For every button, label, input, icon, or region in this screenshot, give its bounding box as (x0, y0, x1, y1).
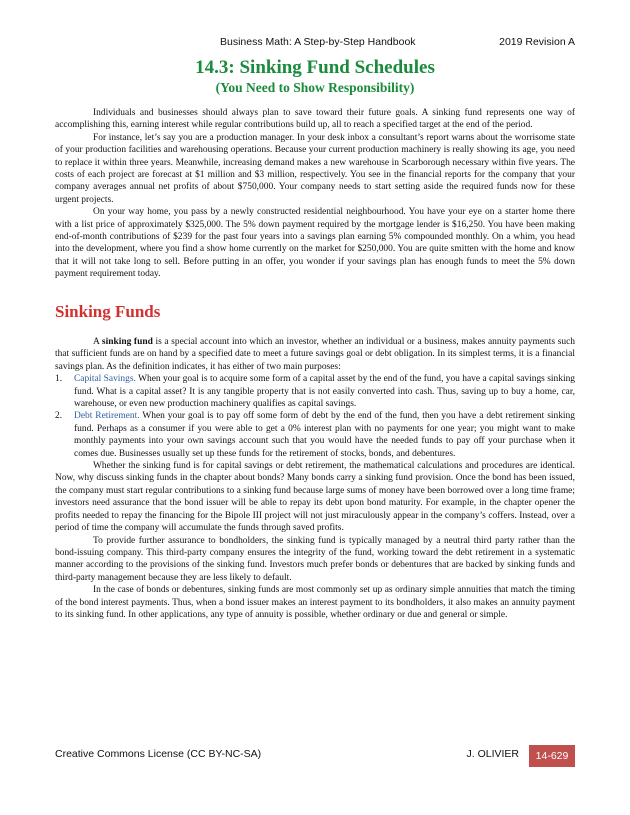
revision-label: 2019 Revision A (499, 36, 575, 48)
definition-paragraph (55, 336, 575, 373)
definition-lead: A (93, 337, 102, 347)
body-paragraph: Whether the sinking fund is for capital savings or debt retirement, the mathematical calculations and procedures are identical. Now, why discuss sinking funds in the chapter about bonds? Many bonds carry a sinking fund provision. Once the bond has been issued, the company must start regular contributions to a sinking fund because large sums of money have been borrowed over a long time frame; investors need assurance that the bond issuer will be able to repay its debt upon bond maturity. For example, in the chapter opener the profits needed to repay the financing for the Bipole III project will not just miraculously appear in the company’s coffers. Instead, over a period of time the company will accumulate the funds through saved profits. (55, 461, 575, 534)
purpose-term: Capital Savings. (74, 374, 136, 385)
body-paragraph: In the case of bonds or debentures, sinking funds are most commonly set up as ordinary simple annuities that match the timing of the bond interest payments. Thus, when a bond issuer makes an interest payment to its bondholders, it also makes an annuity payment to its sinking fund. In other applications, any type of annuity is possible, whether ordinary or due and general or simple. (55, 585, 575, 620)
intro-paragraph: For instance, let’s say you are a production manager. In your desk inbox a consultant’s report warns about the worrisome state of your production facilities and warehousing operations. Because your current production machinery is really showing its age, you need to replace it within three years. Meanwhile, increasing demand makes a new warehouse in Scarborough necessary within five years. The costs of each project are forecast at $1 million and $3 million, respectively. You see in the financial reports for the company that your company averages annual net profits of about $750,000. Your company needs to start setting aside the required funds now for these urgent projects. (55, 132, 575, 205)
list-number: 2. (55, 411, 63, 422)
definition-term: sinking fund (101, 337, 153, 347)
page-header (55, 36, 575, 50)
purpose-text: When your goal is to pay off some form of debt by the end of the fund, then you have a debt retirement sinking fund. Perhaps as a consumer if you were able to get a 0% interest plan with no payments for one year; you might want to make monthly payments into your own savings account such that you would have the needed funds to pay off your purchase when it comes due. Businesses usually set up these funds for the retirement of stocks, bonds, and debentures. (74, 411, 575, 459)
license-text: Creative Commons License (CC BY-NC-SA) (55, 748, 262, 760)
purpose-list (55, 373, 575, 460)
page-footer (55, 745, 575, 767)
page-number-badge: 14-629 (529, 745, 575, 767)
book-title: Business Math: A Step-by-Step Handbook (220, 36, 416, 48)
section-heading: Sinking Funds (55, 302, 161, 321)
page-subtitle: (You Need to Show Responsibility) (215, 80, 415, 95)
author-name: J. OLIVIER (466, 748, 519, 760)
intro-paragraph: On your way home, you pass by a newly constructed residential neighbourhood. You have your eye on a starter home there with a list price of approximately $325,000. The 5% down payment required by the mortgage lender is $16,250. You have been making end-of-month contributions of $239 for the past four years into a savings plan earning 5% compounded monthly. On a whim, you head into the development, where you find a show home currently on the market for $250,000. You are quite smitten with the home and know that it will not take long to sell. Before putting in an offer, you wonder if your savings plan has enough funds to meet the 5% down payment requirement today. (55, 207, 575, 280)
section-body (55, 336, 575, 621)
body-paragraph: To provide further assurance to bondholders, the sinking fund is typically managed by a neutral third party rather than the bond-issuing company. This third-party company ensures the integrity of the fund, working toward the debt retirement in a systematic manner according to the provisions of the sinking fund. Investors much prefer bonds or debentures that are backed by sinking funds and third-party management because they are less likely to default. (55, 535, 575, 583)
intro-paragraph: Individuals and businesses should always plan to save toward their future goals. A sinking fund represents one way of accomplishing this, earning interest while regular contributions build up, all to reach a specified target at the end of the period. (55, 108, 575, 131)
purpose-term: Debt Retirement. (74, 411, 140, 422)
intro-text (55, 107, 575, 281)
definition-text: is a special account into which an investor, whether an individual or a business, makes annuity payments such that sufficient funds are on hand by a specified date to meet a future savings goal or debt obligation. In its simplest terms, it is a financial savings plan. As the definition indicates, it has either of two main purposes: (55, 337, 575, 372)
list-number: 1. (55, 374, 63, 385)
list-item (55, 373, 575, 410)
purpose-text: When your goal is to acquire some form of a capital asset by the end of the fund, you have a capital savings sinking fund. What is a capital asset? It is any tangible property that is not easily converted into cash. Thus, saving up to buy a home, car, warehouse, or even new production machinery qualifies as capital savings. (74, 374, 576, 410)
list-item (55, 410, 575, 460)
page-title: 14.3: Sinking Fund Schedules (195, 57, 435, 78)
